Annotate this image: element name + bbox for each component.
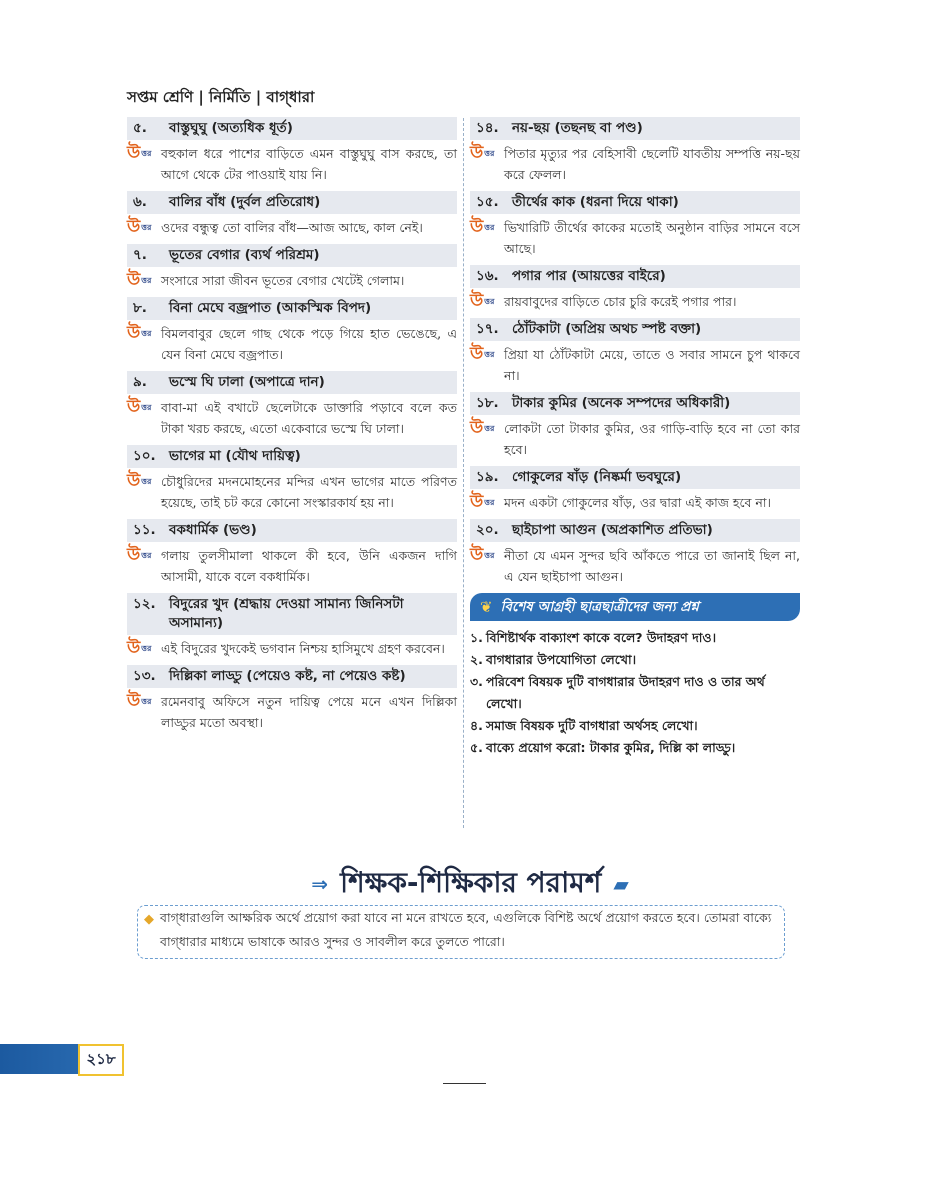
- answer-row: [127, 323, 457, 365]
- answer-badge-main: উ: [470, 492, 484, 512]
- answer-badge-sub: ত্তর: [141, 643, 152, 653]
- answer-badge-icon: [470, 546, 504, 566]
- idiom-number: ১০.: [133, 448, 156, 464]
- answer-badge-sub: ত্তর: [484, 222, 495, 232]
- idiom-title: পগার পার (আয়ত্তের বাইরে): [512, 268, 666, 284]
- answer-badge-main: উ: [470, 143, 484, 163]
- answer-badge-main: উ: [127, 691, 141, 711]
- answer-row: [127, 471, 457, 513]
- idiom-number: ৬.: [133, 194, 147, 210]
- answer-row: [127, 397, 457, 439]
- answer-badge-main: উ: [127, 323, 141, 343]
- idiom-heading: [127, 244, 457, 267]
- answer-badge-sub: ত্তর: [484, 497, 495, 507]
- answer-badge-main: উ: [470, 344, 484, 364]
- idiom-number: ১৭.: [476, 321, 499, 337]
- idiom-number: ৮.: [133, 300, 147, 316]
- answer-badge-icon: [127, 218, 161, 238]
- question-item: [470, 715, 800, 737]
- answer-text: লোকটা তো টাকার কুমির, ওর গাড়ি-বাড়ি হবে না তো কার হবে।: [504, 421, 800, 457]
- answer-badge-icon: [127, 639, 161, 659]
- answer-row: [127, 638, 457, 659]
- question-item: [470, 671, 800, 715]
- answer-text: রায়বাবুদের বাড়িতে চোর চুরি করেই পগার পার।: [504, 294, 737, 309]
- left-column: [127, 117, 457, 739]
- answer-badge-main: উ: [127, 471, 141, 491]
- idiom-title: বিদুরের খুদ (শ্রদ্ধায় দেওয়া সামান্য জিনিসটা অসামান্য): [169, 596, 404, 631]
- answer-badge-icon: [470, 345, 504, 365]
- idiom-entry: [470, 466, 800, 513]
- question-text: বাগধারার উপযোগিতা লেখো।: [486, 652, 637, 667]
- idiom-heading: [470, 392, 800, 415]
- idiom-entry: [127, 371, 457, 439]
- answer-text: সংসারে সারা জীবন ভূতের বেগার খেটেই গেলাম।: [161, 273, 405, 288]
- answer-badge-sub: ত্তর: [141, 402, 152, 412]
- idiom-heading: [470, 519, 800, 542]
- special-questions-banner: [470, 593, 800, 621]
- answer-text: পিতার মৃত্যুর পর বেহিসাবী ছেলেটি যাবতীয় সম্পত্তি নয়-ছয় করে ফেলল।: [504, 146, 800, 182]
- answer-badge-sub: ত্তর: [141, 148, 152, 158]
- idiom-number: ১৫.: [476, 194, 499, 210]
- special-questions-title: বিশেষ আগ্রহী ছাত্রছাত্রীদের জন্য প্রশ্ন: [500, 598, 699, 615]
- answer-badge-main: উ: [127, 545, 141, 565]
- idiom-entry: [127, 191, 457, 238]
- breadcrumb: সপ্তম শ্রেণি | নির্মিতি | বাগ্‌ধারা: [127, 88, 315, 106]
- advice-text: বাগ্‌ধারাগুলি আক্ষরিক অর্থে প্রয়োগ করা যাবে না মনে রাখতে হবে, এগুলিকে বিশিষ্ট অর্থে প্রয়োগ করতে হবে। তোমরা বাক্যে বাগ্‌ধারার মাধ্যমে ভাষাকে আরও সুন্দর ও সাবলীল করে তুলতে পারো।: [160, 910, 772, 949]
- idiom-title: ঠোঁটকাটা (অপ্রিয় অথচ স্পষ্ট বক্তা): [512, 321, 702, 337]
- book-decoration-icon: ▰: [613, 872, 629, 896]
- arrow-decoration-icon: ⇒: [311, 872, 329, 896]
- idiom-entry: [127, 519, 457, 587]
- answer-text: ওদের বন্ধুত্ব তো বালির বাঁধ—আজ আছে, কাল নেই।: [161, 220, 423, 235]
- bottom-rule: [443, 1083, 486, 1084]
- answer-row: [470, 291, 800, 312]
- answer-badge-main: উ: [470, 291, 484, 311]
- answer-row: [470, 344, 800, 386]
- answer-text: চৌধুরিদের মদনমোহনের মন্দির এখন ভাগের মাতে পরিণত হয়েছে, তাই চট করে কোনো সংস্কারকার্য হয় না।: [161, 474, 457, 510]
- answer-badge-icon: [470, 218, 504, 238]
- idiom-heading: [470, 191, 800, 214]
- answer-row: [470, 143, 800, 185]
- idiom-title: গোকুলের ষাঁড় (নিষ্কর্মা ভবঘুরে): [512, 469, 682, 485]
- idiom-title: বাস্তুঘুঘু (অত্যধিক ধূর্ত): [169, 120, 293, 136]
- question-text: বাক্যে প্রয়োগ করো: টাকার কুমির, দিল্লি কা লাড্ডু।: [486, 740, 736, 755]
- column-divider: [463, 118, 464, 828]
- idiom-entry: [470, 265, 800, 312]
- answer-text: বহুকাল ধরে পাশের বাড়িতে এমন বাস্তুঘুঘু বাস করছে, তা আগে থেকে টের পাওয়াই যায় নি।: [161, 146, 457, 182]
- advice-heading: [280, 862, 660, 906]
- question-number: ১.: [470, 630, 483, 645]
- idiom-heading: [127, 593, 457, 635]
- answer-badge-icon: [127, 271, 161, 291]
- question-text: বিশিষ্টার্থক বাক্যাংশ কাকে বলে? উদাহরণ দাও।: [486, 630, 717, 645]
- idiom-heading: [127, 117, 457, 140]
- idiom-entry: [470, 191, 800, 259]
- answer-badge-main: উ: [127, 217, 141, 237]
- idiom-number: ১৪.: [476, 120, 499, 136]
- answer-badge-sub: ত্তর: [484, 296, 495, 306]
- answer-row: [127, 270, 457, 291]
- idiom-entry: [470, 117, 800, 185]
- idiom-heading: [470, 117, 800, 140]
- answer-badge-sub: ত্তর: [484, 349, 495, 359]
- answer-badge-icon: [127, 692, 161, 712]
- idiom-title: দিল্লিকা লাড্ডু (পেয়েও কষ্ট, না পেয়েও কষ্ট): [169, 668, 406, 684]
- idiom-number: ১১.: [133, 522, 156, 538]
- answer-badge-sub: ত্তর: [484, 148, 495, 158]
- idiom-heading: [127, 191, 457, 214]
- answer-row: [470, 545, 800, 587]
- answer-badge-main: উ: [470, 217, 484, 237]
- answer-badge-sub: ত্তর: [141, 328, 152, 338]
- idiom-title: বিনা মেঘে বজ্রপাত (আকস্মিক বিপদ): [169, 300, 372, 316]
- answer-badge-icon: [127, 472, 161, 492]
- idiom-number: ১৯.: [476, 469, 499, 485]
- question-text: সমাজ বিষয়ক দুটি বাগধারা অর্থসহ লেখো।: [486, 718, 698, 733]
- idiom-entry: [127, 117, 457, 185]
- idiom-title: ছাইচাপা আগুন (অপ্রকাশিত প্রতিভা): [512, 522, 713, 538]
- answer-row: [470, 418, 800, 460]
- answer-text: মদন একটা গোকুলের ষাঁড়, ওর দ্বারা এই কাজ হবে না।: [504, 495, 771, 510]
- question-number: ২.: [470, 652, 483, 667]
- question-text: পরিবেশ বিষয়ক দুটি বাগধারার উদাহরণ দাও ও তার অর্থ লেখো।: [486, 674, 765, 711]
- idiom-entry: [470, 519, 800, 587]
- question-item: [470, 737, 800, 759]
- answer-row: [127, 217, 457, 238]
- answer-text: নীতা যে এমন সুন্দর ছবি আঁকতে পারে তা জানাই ছিল না, এ যেন ছাইচাপা আগুন।: [504, 548, 800, 584]
- idiom-entry: [127, 593, 457, 659]
- idiom-title: টাকার কুমির (অনেক সম্পদের অধিকারী): [512, 395, 731, 411]
- idiom-title: ভাগের মা (যৌথ দায়িত্ব): [169, 448, 301, 464]
- idiom-entry: [127, 665, 457, 733]
- idiom-number: ৫.: [133, 120, 147, 136]
- answer-badge-main: উ: [127, 270, 141, 290]
- answer-text: গলায় তুলসীমালা থাকলে কী হবে, উনি একজন দাগি আসামী, যাকে বলে বকধার্মিক।: [161, 548, 457, 584]
- question-item: [470, 627, 800, 649]
- idiom-title: বালির বাঁধ (দুর্বল প্রতিরোধ): [169, 194, 321, 210]
- question-number: ৫.: [470, 740, 483, 755]
- answer-badge-icon: [127, 324, 161, 344]
- idiom-entry: [127, 297, 457, 365]
- answer-badge-icon: [470, 419, 504, 439]
- idiom-heading: [127, 371, 457, 394]
- answer-badge-sub: ত্তর: [141, 476, 152, 486]
- answer-text: বাবা-মা এই বখাটে ছেলেটাকে ডাক্তারি পড়াবে বলে কত টাকা খরচ করছে, এতো একেবারে ভস্মে ঘি ঢালা।: [161, 400, 457, 436]
- advice-title: শিক্ষক-শিক্ষিকার পরামর্শ: [340, 865, 602, 899]
- answer-badge-sub: ত্তর: [141, 222, 152, 232]
- answer-badge-main: উ: [127, 143, 141, 163]
- idiom-title: বকধার্মিক (ভণ্ড): [169, 522, 257, 538]
- answer-badge-sub: ত্তর: [484, 423, 495, 433]
- question-number: ৪.: [470, 718, 483, 733]
- idiom-entry: [127, 244, 457, 291]
- idiom-number: ৭.: [133, 247, 147, 263]
- answer-badge-icon: [127, 546, 161, 566]
- idiom-heading: [127, 519, 457, 542]
- answer-text: রমেনবাবু অফিসে নতুন দায়িত্ব পেয়ে মনে এখন দিল্লিকা লাড্ডুর মতো অবস্থা।: [161, 694, 457, 730]
- answer-badge-sub: ত্তর: [141, 550, 152, 560]
- answer-badge-sub: ত্তর: [141, 696, 152, 706]
- idiom-heading: [127, 297, 457, 320]
- answer-badge-main: উ: [470, 418, 484, 438]
- answer-text: ভিখারিটি তীর্থের কাকের মতোই অনুষ্ঠান বাড়ির সামনে বসে আছে।: [504, 220, 800, 256]
- answer-row: [127, 143, 457, 185]
- answer-row: [127, 545, 457, 587]
- answer-badge-sub: ত্তর: [484, 550, 495, 560]
- right-column: [470, 117, 800, 759]
- answer-row: [470, 492, 800, 513]
- answer-badge-icon: [127, 144, 161, 164]
- idiom-entry: [127, 445, 457, 513]
- diamond-bullet-icon: ◆: [144, 912, 154, 927]
- idiom-heading: [470, 318, 800, 341]
- answer-badge-main: উ: [470, 545, 484, 565]
- idiom-number: ৯.: [133, 374, 147, 390]
- idiom-entry: [470, 392, 800, 460]
- idiom-heading: [470, 265, 800, 288]
- idiom-entry: [470, 318, 800, 386]
- answer-badge-icon: [127, 398, 161, 418]
- idiom-heading: [127, 665, 457, 688]
- idiom-heading: [470, 466, 800, 489]
- idiom-number: ১৬.: [476, 268, 499, 284]
- idiom-title: নয়-ছয় (তছনছ বা পণ্ড): [512, 120, 643, 136]
- idiom-number: ১২.: [133, 596, 156, 612]
- answer-text: বিমলবাবুর ছেলে গাছ থেকে পড়ে গিয়ে হাত ভেঙেছে, এ যেন বিনা মেঘে বজ্রপাত।: [161, 326, 457, 362]
- idiom-title: তীর্থের কাক (ধরনা দিয়ে থাকা): [512, 194, 679, 210]
- answer-text: প্রিয়া যা ঠোঁটকাটা মেয়ে, তাতে ও সবার সামনে চুপ থাকবে না।: [504, 347, 800, 383]
- answer-badge-icon: [470, 493, 504, 513]
- answer-badge-icon: [470, 292, 504, 312]
- idiom-number: ১৩.: [133, 668, 156, 684]
- question-list: [470, 627, 800, 759]
- answer-row: [127, 691, 457, 733]
- idiom-title: ভস্মে ঘি ঢালা (অপাত্রে দান): [169, 374, 325, 390]
- answer-badge-main: উ: [127, 638, 141, 658]
- question-item: [470, 649, 800, 671]
- answer-row: [470, 217, 800, 259]
- answer-badge-icon: [470, 144, 504, 164]
- answer-badge-sub: ত্তর: [141, 275, 152, 285]
- idiom-number: ২০.: [476, 522, 499, 538]
- answer-badge-main: উ: [127, 397, 141, 417]
- advice-box: [137, 905, 785, 959]
- page-number: ২১৮: [78, 1044, 124, 1076]
- idiom-title: ভূতের বেগার (ব্যর্থ পরিশ্রম): [169, 247, 320, 263]
- leaf-icon: ❦: [480, 598, 493, 616]
- idiom-heading: [127, 445, 457, 468]
- answer-text: এই বিদুরের খুদকেই ভগবান নিশ্চয় হাসিমুখে গ্রহণ করবেন।: [161, 641, 445, 656]
- question-number: ৩.: [470, 674, 483, 689]
- idiom-number: ১৮.: [476, 395, 499, 411]
